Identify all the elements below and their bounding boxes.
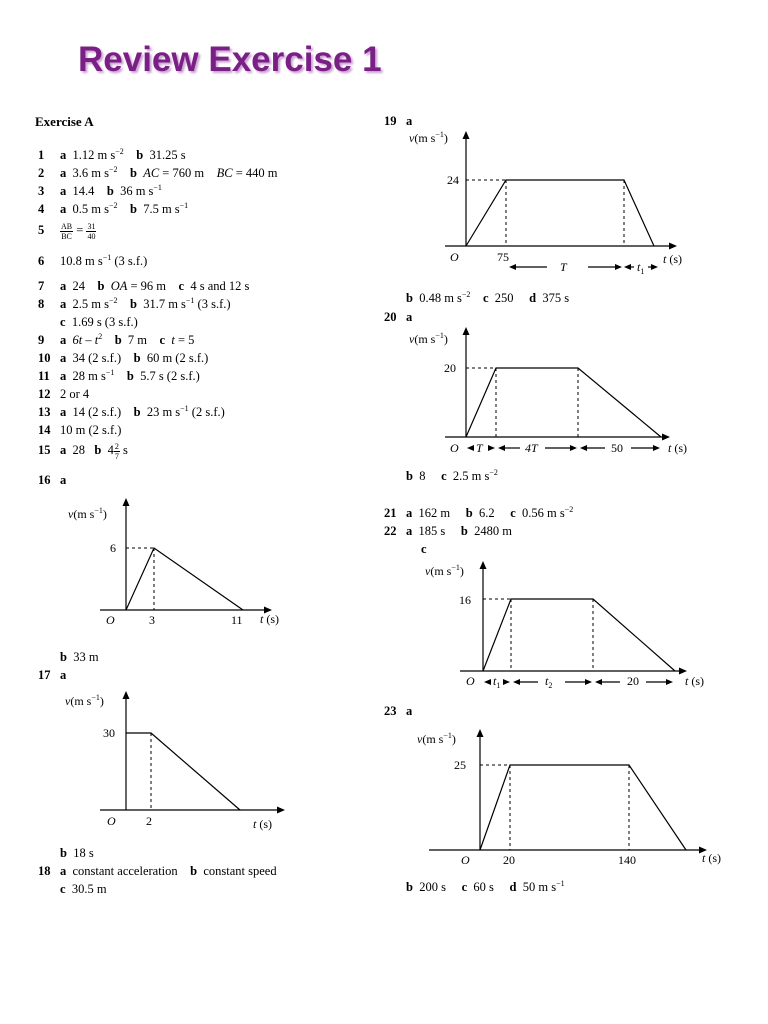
- y-tick-label: 16: [459, 593, 471, 607]
- velocity-line: [466, 180, 654, 246]
- x-tick-label: 140: [618, 853, 636, 867]
- fraction: $\frac{31}{40}$: [87, 221, 96, 241]
- svg-text:t (s): t (s): [685, 674, 705, 688]
- answer-19: 19 a: [384, 114, 413, 128]
- answer-23bcd: b 200 s c 60 s d 50 m $s^{-1}$: [406, 879, 565, 894]
- x-tick-label: 11: [231, 613, 243, 627]
- origin-label: O: [107, 814, 116, 828]
- y-tick-label: 30: [103, 726, 115, 740]
- answer-5: 5 $\frac{AB}{BC}$ = $\frac{31}{40}$: [38, 221, 96, 241]
- interval-label: 50: [611, 441, 623, 455]
- answer-16: 16 a: [38, 473, 67, 487]
- interval-label: T: [560, 260, 567, 274]
- y-tick-label: 6: [110, 541, 116, 555]
- svg-text:t (s): t (s): [253, 817, 273, 831]
- answer-6: 6 10.8 m $s^{-1}$ (3 s.f.): [38, 253, 148, 268]
- velocity-time-graph-16a: [60, 496, 300, 636]
- velocity-line: [480, 765, 686, 850]
- y-axis-arrow: [477, 729, 484, 737]
- interval-label: $t_1$: [637, 260, 645, 276]
- answer-7: 7 a 24 b OA = 96 m c 4 s and 12 s: [38, 279, 250, 293]
- answer-22c: c: [421, 542, 427, 556]
- y-tick-label: 24: [447, 173, 459, 187]
- answer-10: 10 a 34 (2 s.f.) b 60 m (2 s.f.): [38, 351, 209, 365]
- origin-label: O: [450, 441, 459, 455]
- interval-label: 20: [627, 674, 639, 688]
- interval-label: $t_2$: [545, 674, 553, 690]
- x-axis-arrow: [669, 243, 677, 250]
- x-axis-arrow: [277, 807, 285, 814]
- velocity-time-graph-23a: [415, 722, 735, 872]
- svg-text:v(m s−1): v(m $s^{-1}$): [65, 693, 104, 708]
- origin-label: O: [106, 613, 115, 627]
- svg-text:t (s): t (s): [702, 851, 722, 865]
- y-axis-arrow: [463, 131, 470, 139]
- velocity-line: [483, 599, 675, 671]
- answer-12: 12 2 or 4: [38, 387, 90, 401]
- answer-16b: b 33 m: [60, 650, 99, 664]
- answer-9: 9 a $6t - t^2$ b 7 m c t = 5: [38, 332, 195, 347]
- fraction: $\frac{AB}{BC}$: [61, 221, 73, 241]
- interval-label: T: [476, 441, 483, 455]
- svg-text:t (s): t (s): [663, 252, 683, 266]
- answer-19bcd: b 0.48 m $s^{-2}$ c 250 d 375 s: [406, 290, 570, 305]
- answer-21: 21 a 162 m b 6.2 c 0.56 m $s^{-2}$: [384, 505, 574, 520]
- answer-3: 3 a 14.4 b 36 m $s^{-1}$: [38, 183, 162, 198]
- y-axis-arrow: [123, 691, 130, 699]
- y-tick-label: 25: [454, 758, 466, 772]
- svg-text:v(m s−1): v(m $s^{-1}$): [68, 506, 107, 521]
- answer-15: 15 a 28 b 4 $\frac{2}{7}$ s: [38, 441, 128, 461]
- answer-11: 11 a 28 m $s^{-1}$ b 5.7 s (2 s.f.): [38, 368, 200, 383]
- answer-17: 17 a: [38, 668, 67, 682]
- answer-8c: c 1.69 s (3 s.f.): [60, 315, 138, 329]
- exercise-heading: Exercise A: [35, 114, 94, 129]
- x-tick-label: 20: [503, 853, 515, 867]
- velocity-line: [126, 733, 240, 810]
- answer-23: 23 a: [384, 704, 413, 718]
- svg-text:v(m s−1): v(m $s^{-1}$): [425, 563, 464, 578]
- y-axis-arrow: [123, 498, 130, 506]
- answer-13: 13 a 14 (2 s.f.) b 23 m $s^{-1}$ (2 s.f.): [38, 404, 225, 419]
- origin-label: O: [461, 853, 470, 867]
- velocity-line: [126, 548, 243, 610]
- answer-2: 2 a 3.6 m $s^{-2}$ b AC = 760 m BC = 440 m: [38, 165, 278, 180]
- page-title: Review Exercise 1: [78, 40, 382, 79]
- answer-1: 1 a 1.12 m $s^{-2}$ b 31.25 s: [38, 147, 186, 162]
- svg-text:t (s): t (s): [668, 441, 688, 455]
- x-tick-label: 3: [149, 613, 155, 627]
- svg-text:v(m s−1): v(m $s^{-1}$): [417, 731, 456, 746]
- velocity-line: [466, 368, 661, 437]
- origin-label: O: [466, 674, 475, 688]
- answer-14: 14 10 m (2 s.f.): [38, 423, 122, 437]
- velocity-time-graph-20a: [405, 322, 695, 462]
- answer-8: 8 a 2.5 m $s^{-2}$ b 31.7 m $s^{-1}$ (3 s.f.): [38, 296, 231, 311]
- x-axis-arrow: [662, 434, 670, 441]
- answer-18: 18 a constant acceleration b constant speed: [38, 864, 277, 878]
- answer-18c: c 30.5 m: [60, 882, 107, 896]
- answer-17b: b 18 s: [60, 846, 94, 860]
- answer-20bc: b 8 c 2.5 m $s^{-2}$: [406, 468, 498, 483]
- velocity-time-graph-17a: [60, 688, 300, 838]
- y-axis-arrow: [463, 327, 470, 335]
- x-tick-label: 2: [146, 814, 152, 828]
- answer-4: 4 a 0.5 m $s^{-2}$ b 7.5 m $s^{-1}$: [38, 201, 189, 216]
- x-tick-label: 75: [497, 250, 509, 264]
- interval-label: 4T: [525, 441, 538, 455]
- y-tick-label: 20: [444, 361, 456, 375]
- svg-text:v(m s−1): v(m $s^{-1}$): [409, 331, 448, 346]
- fraction: $\frac{2}{7}$: [114, 441, 119, 461]
- velocity-time-graph-19a: [405, 124, 695, 282]
- y-axis-arrow: [480, 561, 487, 569]
- answer-22: 22 a 185 s b 2480 m: [384, 524, 512, 538]
- origin-label: O: [450, 250, 459, 264]
- interval-label: $t_1$: [493, 674, 501, 690]
- velocity-time-graph-22c: [420, 558, 710, 698]
- svg-text:v(m s−1): v(m $s^{-1}$): [409, 130, 448, 145]
- svg-text:t (s): t (s): [260, 612, 280, 626]
- answer-20: 20 a: [384, 310, 413, 324]
